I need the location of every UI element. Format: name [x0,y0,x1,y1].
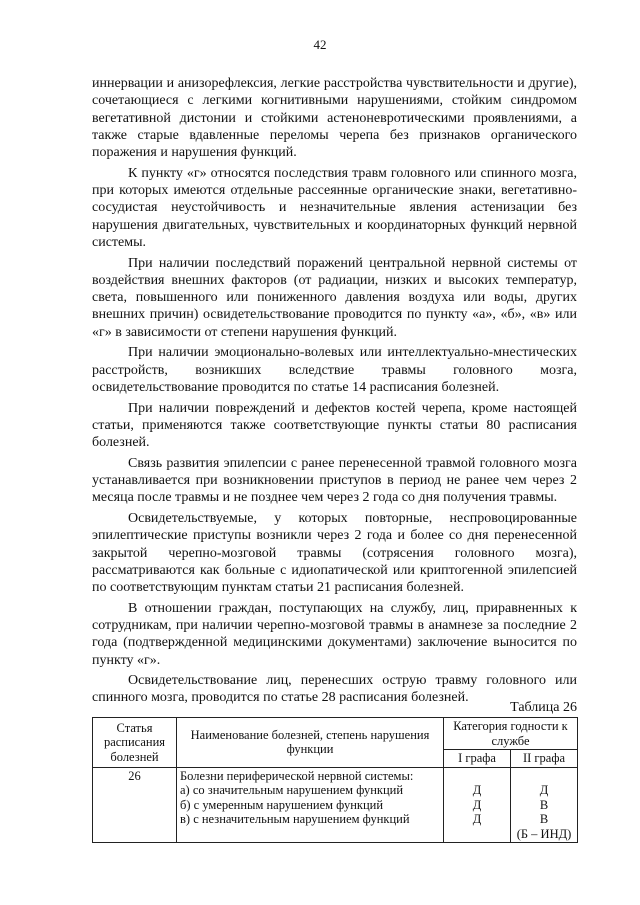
paragraph: В отношении граждан, поступающих на службу, лиц, приравненных к сотрудникам, при наличии черепно-мозговой травмы в анамнезе за последние 2 года (подтвержденной медицинскими документами) заключение выносится по пункту «г». [92,600,577,668]
document-body [92,75,577,710]
category-value: Д [539,783,549,797]
category-value: Д [472,783,482,797]
article-number: 26 [93,767,177,843]
category-col2 [511,767,578,843]
paragraph: При наличии последствий поражений центральной нервной системы от воздействия внешних факторов (от радиации, низких и высоких температур, света, повышенного или пониженного давления воздуха или воды, других внешних причин) освидетельствование проводится по пункту «а», «б», «в» или «г» в зависимости от степени нарушения функций. [92,255,577,340]
category-value-extra: (Б – ИНД) [516,826,572,841]
category-value: В [539,797,549,812]
illness-table [92,717,578,843]
item-text: в) с незначительным нарушением функций [180,812,410,826]
paragraph: При наличии повреждений и дефектов костей черепа, кроме настоящей статьи, применяются также соответствующие пункты статьи 80 расписания болезней. [92,400,577,451]
table-header-row [93,718,578,750]
header-col1: I графа [444,750,511,768]
header-col2: II графа [511,750,578,768]
paragraph: При наличии эмоционально-волевых или интеллектуально-мнестических расстройств, возникших вследствие травмы головного мозга, освидетельствование проводится по статье 14 расписания болезней. [92,345,577,395]
category-col1 [444,767,511,843]
disease-description [177,767,444,843]
category-value: В [539,812,549,826]
disease-title: Болезни периферической нервной системы: [180,768,414,783]
item-text: а) со значительным нарушением функций [180,783,404,797]
paragraph: Освидетельствование лиц, перенесших острую травму головного или спинного мозга, проводится по статье 28 расписания болезней. [92,673,577,706]
header-name: Наименование болезней, степень нарушения функции [177,718,444,768]
page-number: 42 [313,37,327,52]
category-value: Д [472,797,482,812]
paragraph: Связь развития эпилепсии с ранее перенесенной травмой головного мозга устанавливается при возникновении приступов в период не ранее чем через 2 месяца после травмы и не позднее чем через 2 года со дня получения травмы. [92,455,577,506]
category-value: Д [472,812,482,826]
table-row [93,767,578,843]
paragraph: К пункту «г» относятся последствия травм головного или спинного мозга, при которых имеются отдельные рассеянные органические знаки, вегетативно-сосудистая неустойчивость и незначительные явления астенизации без нарушения двигательных, чувствительных и координаторных функций нервной системы. [92,165,577,250]
header-article: Статья расписания болезней [93,718,177,768]
item-text: б) с умеренным нарушением функций [180,797,384,812]
paragraph: иннервации и анизорефлексия, легкие расстройства чувствительности и другие), сочетающиеся с легкими когнитивными нарушениями, стойким синдромом вегетативной дистонии и стойкими астеноневротическими проявлениями, а также старые вдавленные переломы черепа без признаков органического поражения и нарушения функций. [92,76,577,161]
table-caption: Таблица 26 [510,700,577,715]
header-category: Категория годности к службе [444,718,578,750]
paragraph: Освидетельствуемые, у которых повторные, неспровоцированные эпилептические приступы возникли через 2 года и более со дня перенесенной закрытой черепно-мозговой травмы (сотрясения головного мозга), рассматриваются как больные с идиопатической или криптогенной эпилепсией по соответствующим пунктам статьи 21 расписания болезней. [92,510,577,596]
